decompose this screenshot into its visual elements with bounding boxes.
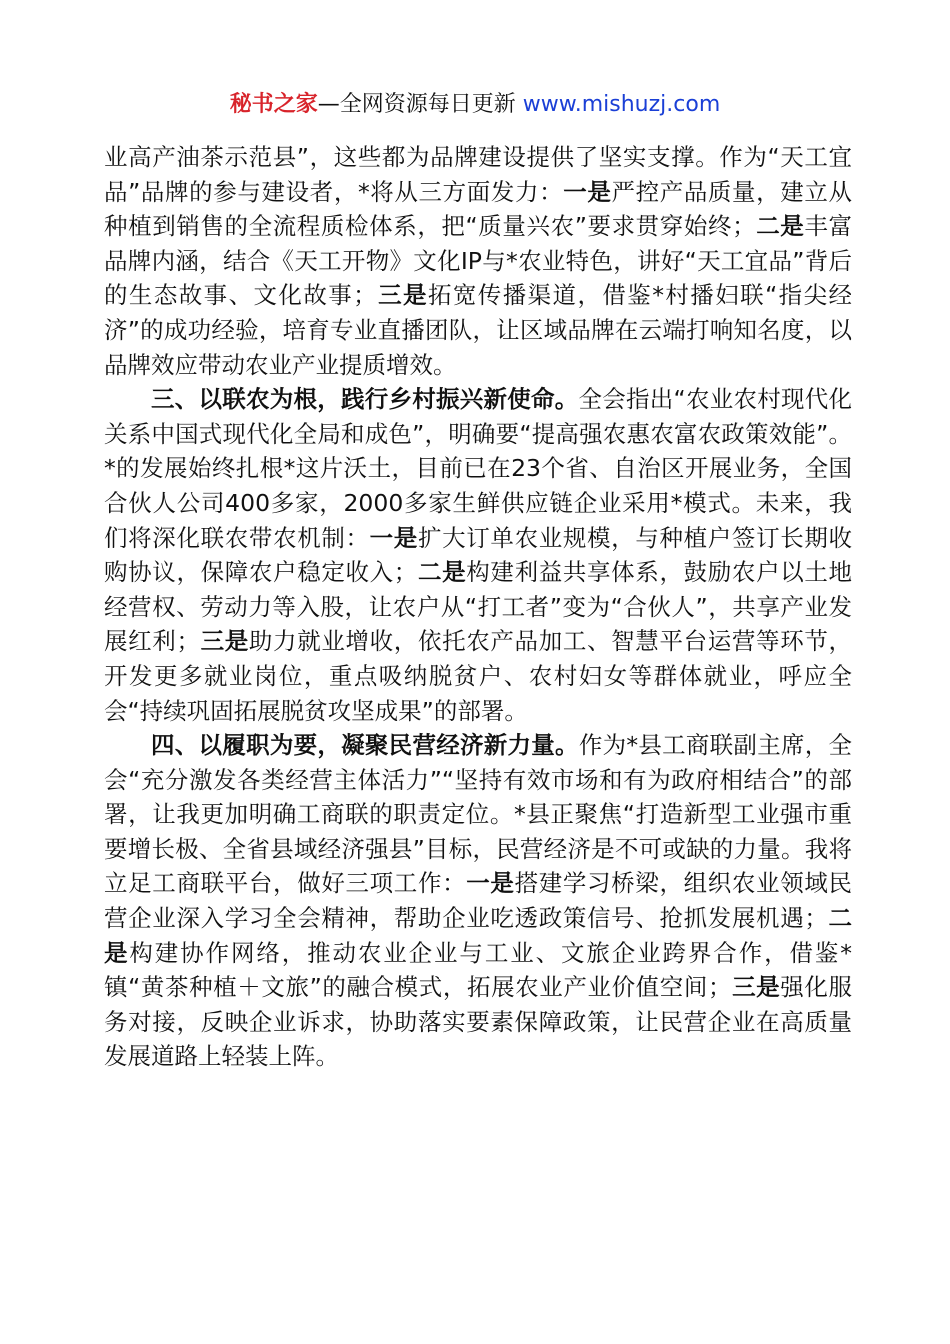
section-heading: 四、以履职为要，凝聚民营经济新力量。: [151, 731, 579, 760]
paragraph-private-economy: [104, 728, 852, 1074]
point-label: 二是: [755, 212, 805, 241]
point-label: 三是: [199, 627, 249, 656]
paragraph-text: 扩大订单农业规模，与种植户签订长期收购协议，保障农户稳定收入；: [104, 523, 853, 587]
paragraph-text: 构建协作网络，推动农业企业与工业、文旅企业跨界合作，借鉴*镇“黄茶种植＋文旅”的融合模式，拓展农业产业价值空间；: [104, 938, 853, 1002]
paragraph-text: 构建利益共享体系，鼓励农户以土地经营权、劳动力等入股，让农户从“打工者”变为“合伙人”，共享产业发展红利；: [104, 558, 853, 656]
paragraph-text: 作为*县工商联副主席，全会“充分激发各类经营主体活力”“坚持有效市场和有为政府相结合”的部署，让我更加明确工商联的职责定位。*县正聚焦“打造新型工业强市重要增长极、全省县域经济强县”目标，民营经济是不可或缺的力量。我将立足工商联平台，做好三项工作：: [104, 731, 853, 898]
paragraph-rural-revitalization: [104, 382, 852, 728]
paragraph-text: 严控产品质量，建立从种植到销售的全流程质检体系，把“质量兴农”要求贯穿始终；: [104, 177, 853, 241]
paragraph-text: 丰富品牌内涵，结合《天工开物》文化IP与*农业特色，讲好“天工宜品”背后的生态故事、文化故事；: [104, 212, 853, 310]
paragraph-text: 搭建学习桥梁，组织农业领域民营企业深入学习全会精神，帮助企业吃透政策信号、抢抓发展机遇；: [104, 869, 853, 933]
section-heading: 三、以联农为根，践行乡村振兴新使命。: [151, 385, 579, 414]
paragraph-text: 拓宽传播渠道，借鉴*村播妇联“指尖经济”的成功经验，培育专业直播团队，让区域品牌在云端打响知名度，以品牌效应带动农业产业提质增效。: [104, 281, 852, 379]
site-url-link[interactable]: www.mishuzj.com: [522, 92, 721, 117]
paragraph-text: 强化服务对接，反映企业诉求，协助落实要素保障政策，让民营企业在高质量发展道路上轻装上阵。: [104, 973, 852, 1071]
paragraph-brand-building: [104, 140, 852, 382]
paragraph-text: 助力就业增收，依托农产品加工、智慧平台运营等环节，开发更多就业岗位，重点吸纳脱贫户、农村妇女等群体就业，呼应全会“持续巩固拓展脱贫攻坚成果”的部署。: [104, 627, 853, 725]
site-header: [0, 88, 950, 122]
point-label: 三是: [376, 281, 428, 310]
point-label: 三是: [731, 973, 781, 1002]
point-label: 一是: [466, 869, 515, 898]
paragraph-text: 全会指出“农业农村现代化关系中国式现代化全局和成色”，明确要“提高强农惠农富农政策效能”。*的发展始终扎根*这片沃土，目前已在23个省、自治区开展业务，全国合伙人公司400多家，2000多家生鲜供应链企业采用*模式。未来，我们将深化联农带农机制：: [104, 385, 852, 552]
point-label: 一是: [369, 523, 418, 552]
point-label: 二是: [417, 558, 467, 587]
paragraph-text: 业高产油茶示范县”，这些都为品牌建设提供了坚实支撑。作为“天工宜品”品牌的参与建设者，*将从三方面发力：: [104, 143, 852, 206]
brand-name: 秘书之家: [229, 92, 318, 117]
document-body: [104, 140, 852, 1074]
header-tagline: —全网资源每日更新: [317, 92, 516, 117]
point-label: 二是: [104, 904, 853, 967]
point-label: 一是: [563, 177, 612, 206]
